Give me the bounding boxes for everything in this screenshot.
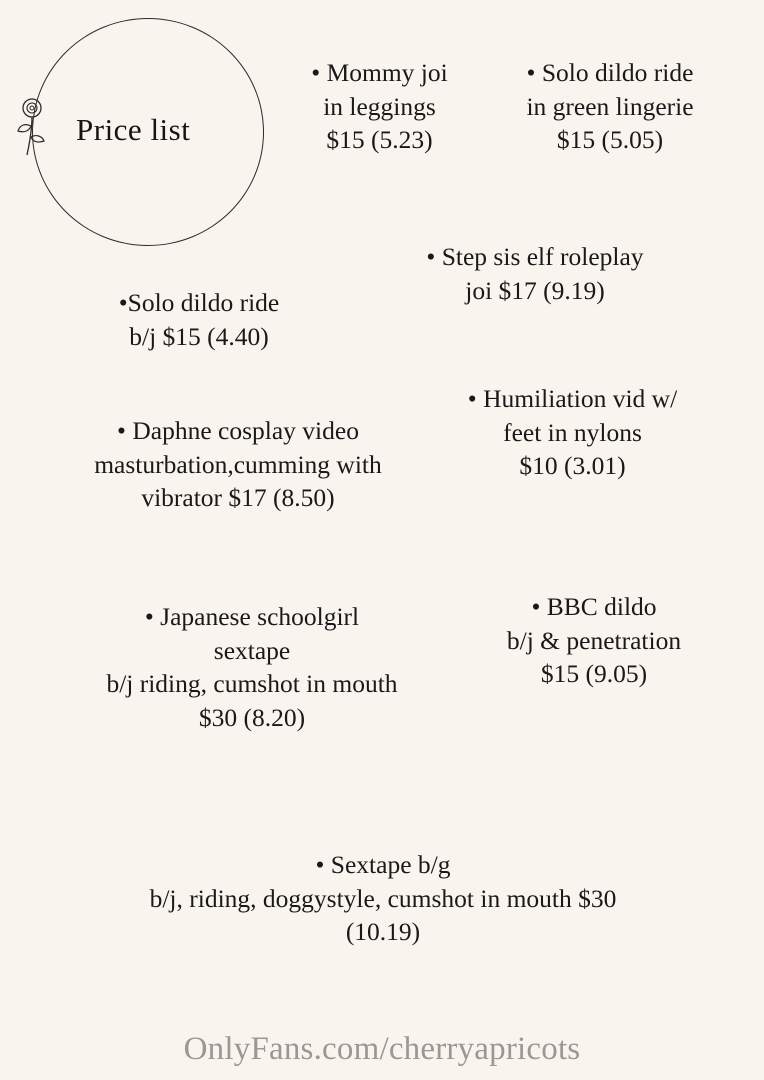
item-line: masturbation,cumming with bbox=[94, 449, 382, 479]
item-price: (10.19) bbox=[345, 917, 421, 947]
onlyfans-handle: OnlyFans.com/cherryapricots bbox=[183, 1031, 581, 1067]
item-line: • Humiliation vid w/ bbox=[467, 384, 678, 413]
list-item-daphne-cosplay-video bbox=[8, 414, 468, 515]
item-price: $15 (5.23) bbox=[326, 125, 433, 155]
item-price: joi $17 (9.19) bbox=[465, 275, 605, 305]
item-line: • Daphne cosplay video bbox=[117, 416, 359, 445]
item-line: • Solo dildo ride bbox=[526, 58, 694, 87]
item-line: • BBC dildo bbox=[531, 592, 657, 621]
list-item-japanese-schoolgirl-sextape bbox=[8, 600, 496, 735]
item-line: in green lingerie bbox=[526, 91, 694, 121]
list-item-solo-dildo-ride-bj bbox=[54, 286, 344, 353]
list-item-step-sis-elf-roleplay bbox=[360, 240, 710, 307]
item-line: sextape bbox=[213, 635, 291, 665]
item-line: •Solo dildo ride bbox=[118, 288, 280, 317]
page-title: Price list bbox=[76, 112, 191, 147]
item-price: $15 (9.05) bbox=[540, 659, 648, 689]
item-price: vibrator $17 (8.50) bbox=[141, 483, 335, 513]
item-price: $15 (5.05) bbox=[556, 125, 664, 155]
item-price: b/j $15 (4.40) bbox=[129, 321, 269, 351]
rose-flower-icon bbox=[14, 95, 56, 157]
item-line: • Mommy joi bbox=[311, 58, 448, 87]
list-item-bbc-dildo bbox=[444, 590, 744, 691]
list-item-sextape-bg bbox=[22, 848, 744, 949]
item-line: • Sextape b/g bbox=[315, 850, 451, 879]
list-item-mommy-joi bbox=[272, 56, 487, 157]
item-line: b/j riding, cumshot in mouth bbox=[106, 669, 398, 699]
item-line: • Step sis elf roleplay bbox=[426, 242, 644, 271]
list-item-solo-dildo-ride-green-lingerie bbox=[480, 56, 740, 157]
item-line: b/j, riding, doggystyle, cumshot in mouth $30 bbox=[149, 883, 617, 913]
item-price: $30 (8.20) bbox=[198, 702, 306, 732]
item-line: in leggings bbox=[323, 91, 436, 121]
item-line: • Japanese schoolgirl bbox=[144, 602, 360, 631]
item-price: $10 (3.01) bbox=[519, 451, 626, 481]
item-line: feet in nylons bbox=[503, 417, 642, 447]
item-line: b/j & penetration bbox=[506, 625, 682, 655]
